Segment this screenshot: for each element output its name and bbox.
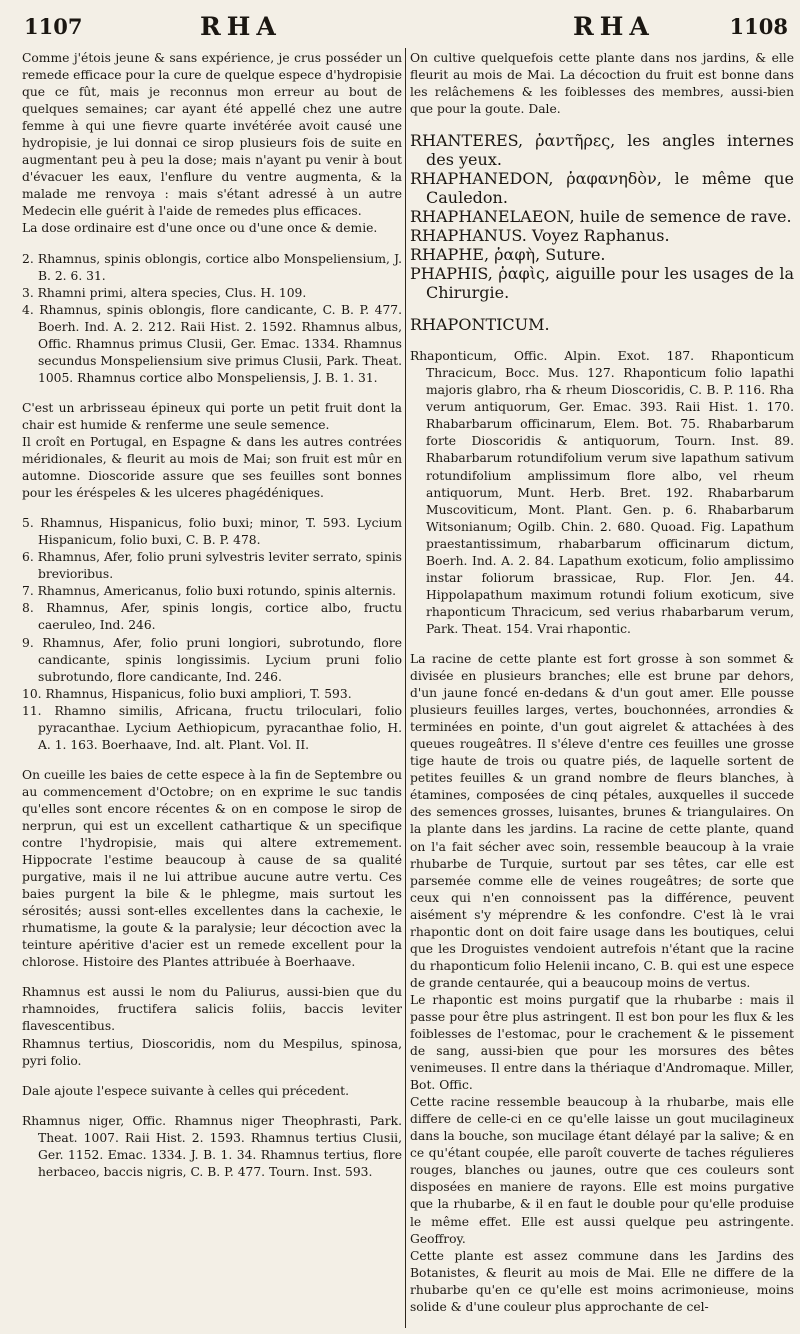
synonymy-entry: 10. Rhamnus, Hispanicus, folio buxi ampliori, T. 593. (22, 686, 352, 701)
dictionary-entry: RHAPHANEDON, ῥαφανηδὸν, le même que Cauledon. (410, 169, 794, 208)
paragraph-gap (410, 118, 794, 131)
text-columns (22, 50, 792, 1326)
dictionary-entry: RHAPHANELAEON, huile de semence de rave. (410, 207, 792, 227)
paragraph-gap (22, 502, 402, 515)
running-head-left: RHA (200, 12, 282, 41)
paragraph-gap (22, 1070, 402, 1083)
page-number-right: 1108 (729, 14, 788, 39)
page-number-left: 1107 (24, 14, 83, 39)
text-paragraph: La racine de cette plante est fort grosse à son sommet & divisée en plusieurs branches; elle est brune par dehors, d'un jaune foncé en-dedans & d'un gout amer. Elle pousse plusieurs feuilles larges, vertes, bouchonnées, arrondies & terminées en pointe, d'un gout aigrelet & attachées à des queues rougeâtres. Il s'éleve d'entre ces feuilles une grosse tige haute de trois ou quatre piés, de laquelle sortent de petites feuilles & un grand nombre de fleurs blanches, à étamines, composées de cinq pétales, auxquelles il succede des semences grosses, luisantes, brunes & triangulaires. On la plante dans les jardins. La racine de cette plante, quand on l'a fait sécher avec soin, ressemble beaucoup à la vraie rhubarbe de Turquie, surtout par ses têtes, car elle est parsemée comme elle de veines rougeâtres; de sorte que ceux qui n'en connoissent pas la différence, peuvent aisément s'y méprendre & les confondre. C'est là le vrai rhapontic dont on doit faire usage dans les boutiques, celui que les Droguistes vendoient autrefois n'étant que la racine du rhaponticum folio Helenii incano, C. B. qui est une espece de grande centaurée, qui a beaucoup moins de vertus. (410, 651, 794, 990)
dictionary-entry: PHAPHIS, ῥαφὶς, aiguille pour les usages de la Chirurgie. (410, 264, 794, 303)
paragraph-gap (22, 754, 402, 767)
text-paragraph: Cette racine ressemble beaucoup à la rhubarbe, mais elle differe de celle-ci en ce qu'elle laisse un gout mucilagineux dans la bouche, son mucilage étant délayé par la salive; & en ce qu'étant coupée, elle paroît couverte de taches régulieres rouges, blanches ou jaunes, outre que ces couleurs sont disposées en maniere de rayons. Elle est moins purgative que la rhubarbe, & il en faut le double pour qu'elle produise le même effet. Elle est aussi quelque peu astringente. Geoffroy. (410, 1095, 794, 1246)
dictionary-entry: RHANTERES, ῥαντῆρες, les angles internes des yeux. (410, 131, 794, 170)
text-paragraph: Rhamnus est aussi le nom du Paliurus, aussi-bien que du rhamnoides, fructifera salicis foliis, baccis leviter flavescentibus. (22, 985, 402, 1034)
text-paragraph: Il croît en Portugal, en Espagne & dans les autres contrées méridionales, & fleurit au mois de Mai; son fruit est mûr en automne. Dioscoride assure que ses feuilles sont bonnes pour les éréspeles & les ulceres phagédéniques. (22, 434, 402, 501)
dictionary-entry: RHAPHANUS. Voyez Raphanus. (410, 226, 670, 246)
paragraph-gap (22, 387, 402, 400)
text-paragraph: Comme j'étois jeune & sans expérience, je crus posséder un remede efficace pour la cure de quelque espece d'hydropisie que ce fût, mais je reconnus mon erreur au bout de quelques semaines; car ayant été appellé chez une autre femme à qui une fievre quarte invétérée avoit causé une hydropisie, je lui donnai ce sirop plusieurs fois de suite en augmentant peu à peu la dose; mais n'ayant pu venir à bout d'évacuer les eaux, l'enflure du ventre augmenta, & la malade me renvoya : mais s'étant adressé à un autre Medecin elle guérit à l'aide de remedes plus efficaces. (22, 51, 402, 219)
paragraph-gap (22, 1100, 402, 1113)
synonymy-entry: 8. Rhamnus, Afer, spinis longis, cortice albo, fructu caeruleo, Ind. 246. (22, 601, 402, 633)
section-heading: RHAPONTICUM. (410, 315, 550, 335)
text-paragraph: Rhamnus tertius, Dioscoridis, nom du Mespilus, spinosa, pyri folio. (22, 1036, 402, 1068)
paragraph-gap (22, 971, 402, 984)
text-paragraph: On cultive quelquefois cette plante dans nos jardins, & elle fleurit au mois de Mai. La décoction du fruit est bonne dans les relâchemens & les foiblesses des membres, aussi-bien que pour la goute. Dale. (410, 51, 794, 117)
synonymy-entry: 11. Rhamno similis, Africana, fructu triloculari, folio pyracanthae. Lycium Aethiopicum, pyracanthae folio, H. A. 1. 163. Boerhaave, Ind. alt. Plant. Vol. II. (22, 703, 402, 752)
paragraph-gap (22, 238, 402, 251)
synonymy-entry: 7. Rhamnus, Americanus, folio buxi rotundo, spinis alternis. (22, 584, 397, 599)
paragraph-gap (410, 302, 794, 315)
text-paragraph: On cueille les baies de cette espece à la fin de Septembre ou au commencement d'Octobre; on en exprime le suc tandis qu'elles sont encore récentes & on en compose le sirop de nerprun, qui est un excellent cathartique & un specifique contre l'hydropisie, mais qui altere extremement. Hippocrate l'estime beaucoup à cause de sa qualité purgative, mais il ne lui attribue aucune autre vertu. Ces baies purgent la bile & le phlegme, mais surtout les sérosités; aussi sont-elles excellentes dans la cachexie, le rhumatisme, la goute & la paralysie; leur décoction avec la teinture apéritive d'acier est un remede excellent pour la chlorose. Histoire des Plantes attribuée à Boerhaave. (22, 767, 402, 970)
text-paragraph: Dale ajoute l'espece suivante à celles qui précedent. (22, 1083, 350, 1098)
paragraph-gap (410, 638, 794, 651)
synonymy-entry: Rhaponticum, Offic. Alpin. Exot. 187. Rhaponticum Thracicum, Bocc. Mus. 127. Rhaponticum folio lapathi majoris glabro, rha & rheum Dioscoridis, C. B. P. 116. Rha verum antiquorum, Ger. Emac. 393. Raii Hist. 1. 170. Rhabarbarum officinarum, Elem. Bot. 75. Rhabarbarum forte Dioscoridis & antiquorum, Tourn. Inst. 89. Rhabarbarum rotundifolium verum sive lapathum sativum rotundifolium amplissimum flore albo, vel rheum antiquorum, Munt. Herb. Bret. 192. Rhabarbarum Muscoviticum, Mont. Plant. Gen. p. 6. Rhabarbarum Witsonianum; Ogilb. Chin. 2. 680. Quoad. Fig. Lapathum praestantissimum, rhabarbarum officinarum dictum, Boerh. Ind. A. 2. 84. Lapathum exoticum, folio amplissimo instar foliorum brassicae, Rup. Flor. Jen. 44. Hippolapathum maximum rotundi folium exoticum, sive rhaponticum Thracicum, sed verius rhabarbarum verum, Park. Theat. 154. Vrai rhapontic. (410, 349, 794, 636)
running-head-right: RHA (573, 12, 655, 41)
page-header (22, 6, 792, 50)
paragraph-gap (410, 335, 794, 348)
synonymy-entry: 3. Rhamni primi, altera species, Clus. H. 109. (22, 285, 307, 300)
synonymy-entry: 5. Rhamnus, Hispanicus, folio buxi; minor, T. 593. Lycium Hispanicum, folio buxi, C. B. P. 478. (22, 516, 402, 548)
text-paragraph: La dose ordinaire est d'une once ou d'une once & demie. (22, 221, 378, 236)
synonymy-entry: 6. Rhamnus, Afer, folio pruni sylvestris leviter serrato, spinis brevioribus. (22, 550, 402, 582)
text-paragraph: Cette plante est assez commune dans les Jardins des Botanistes, & fleurit au mois de Mai. Elle ne differe de la rhubarbe qu'en ce qu'elle est moins acrimonieuse, moins solide & d'une couleur plus approchante de cel- (410, 1248, 794, 1314)
right-column (410, 50, 794, 1326)
synonymy-entry: 2. Rhamnus, spinis oblongis, cortice albo Monspeliensium, J. B. 2. 6. 31. (22, 251, 402, 283)
synonymy-entry: Rhamnus niger, Offic. Rhamnus niger Theophrasti, Park. Theat. 1007. Raii Hist. 2. 1593. Rhamnus tertius Clusii, Ger. 1152. Emac. 1334. J. B. 1. 34. Rhamnus tertius, flore herbaceo, baccis nigris, C. B. P. 477. Tourn. Inst. 593. (22, 1113, 402, 1179)
synonymy-entry: 4. Rhamnus, spinis oblongis, flore candicante, C. B. P. 477. Boerh. Ind. A. 2. 212. Raii Hist. 2. 1592. Rhamnus albus, Offic. Rhamnus primus Clusii, Ger. Emac. 1334. Rhamnus secundus Monspeliensium sive primus Clusii, Park. Theat. 1005. Rhamnus cortice albo Monspeliensis, J. B. 1. 31. (22, 302, 402, 385)
column-divider (405, 48, 406, 1328)
text-paragraph: Le rhapontic est moins purgatif que la rhubarbe : mais il passe pour être plus astringent. Il est bon pour les flux & les foiblesses de l'estomac, pour le crachement & le pissement de sang, aussi-bien que pour les morsures des bêtes venimeuses. Il entre dans la thériaque d'Andromaque. Miller, Bot. Offic. (410, 992, 794, 1093)
text-paragraph: C'est un arbrisseau épineux qui porte un petit fruit dont la chair est humide & renferme une seule semence. (22, 400, 402, 432)
synonymy-entry: 9. Rhamnus, Afer, folio pruni longiori, subrotundo, flore candicante, spinis longissimis. Lycium pruni folio subrotundo, flore candicante, Ind. 246. (22, 635, 402, 684)
dictionary-entry: RHAPHE, ῥαφὴ, Suture. (410, 245, 606, 265)
left-column (22, 50, 402, 1326)
